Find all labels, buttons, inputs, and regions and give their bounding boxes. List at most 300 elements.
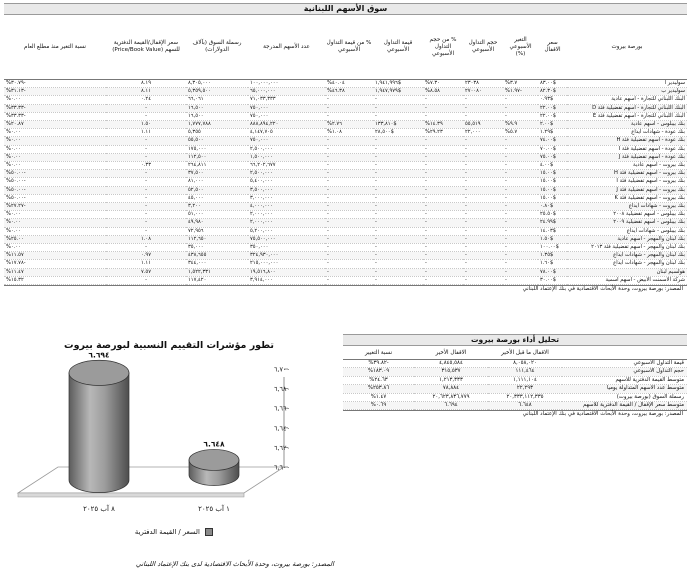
chart-canvas	[4, 335, 330, 535]
market-cell: ٨.١٩	[106, 80, 186, 88]
market-cell: -	[106, 145, 186, 153]
market-cell: -٢٧.٢٧%	[4, 203, 106, 211]
market-cell: -	[503, 211, 538, 219]
security-name: سوليدير أ	[567, 80, 687, 88]
security-name: بنك بيروت - شهادات ايداع	[567, 203, 687, 211]
chart-bar-top	[189, 449, 239, 470]
market-cell: -	[423, 112, 463, 120]
chart-bar	[69, 360, 129, 492]
market-cell: ١٦,٥٠٠	[186, 104, 248, 112]
metric-name: متوسط القيمة الدفترية للأسهم	[562, 376, 687, 384]
market-cell: $١٠٠.٠٠	[538, 244, 567, 252]
market-cell: -	[106, 137, 186, 145]
market-cell: ٢٣٠٣٨	[463, 80, 503, 88]
market-cell: ١١٧,٤٢٠	[186, 276, 248, 284]
market-table-row	[4, 112, 687, 120]
market-cell: ٢٦٤,٨١١	[186, 162, 248, 170]
analysis-cell: ٢٢,٢٩٣	[488, 385, 562, 393]
market-header-cell: % من حجم التداول الأسبوعي	[423, 15, 463, 80]
chart-bar-value-label: ٦.٦٩٤	[88, 350, 110, 360]
analysis-table-row	[343, 360, 687, 368]
market-cell: -	[503, 145, 538, 153]
market-cell: -	[325, 104, 373, 112]
market-cell: ٥١,٠٠٠	[186, 211, 248, 219]
market-header-cell: التغير الأسبوعي (%)	[503, 15, 538, 80]
market-cell: ٩.٩%	[503, 121, 538, 129]
analysis-table-row	[343, 385, 687, 393]
analysis-table-row	[343, 393, 687, 401]
analysis-section	[343, 334, 687, 418]
market-cell: -١.٩٧%	[503, 88, 538, 96]
market-cell: $٢٢.٠٠	[538, 104, 567, 112]
market-cell: -	[503, 244, 538, 252]
market-cell: ١,٥٠٠,٠٠٠	[248, 153, 325, 161]
market-cell: -	[373, 112, 423, 120]
market-table-row	[4, 153, 687, 161]
security-name: البنك اللبناني للتجارة - أسهم عادية	[567, 96, 687, 104]
chart-bar-value-label: ٦.٦٤٨	[203, 439, 225, 449]
market-cell: ٧١,٠٣٣,٣٣٣	[248, 96, 325, 104]
market-cell: -	[325, 96, 373, 104]
analysis-cell: ٦.٦٩٤	[414, 402, 488, 410]
market-cell: ١.١١	[106, 260, 186, 268]
analysis-cell: ٢٠,٦٢٣,٨٣٦,٧٧٩	[414, 393, 488, 401]
analysis-table	[343, 346, 687, 410]
market-cell: -	[325, 162, 373, 170]
market-cell: -	[463, 186, 503, 194]
market-table	[4, 15, 687, 285]
market-cell: ٣٥٠,٠٠٠	[248, 244, 325, 252]
market-cell: ٤,٠٠٠,٠٠٠	[248, 203, 325, 211]
security-name: بنك عودة - أسهم تفضيلية فئة H	[567, 137, 687, 145]
market-table-row	[4, 194, 687, 202]
market-header-cell: بورصة بيروت	[567, 15, 687, 80]
market-cell: ١٧٥,٠٠٠	[186, 145, 248, 153]
analysis-source-note: المصدر: بورصة بيروت، وحدة الأبحاث الاقتصادية في بنك الإعتماد اللبناني	[343, 410, 687, 418]
security-name: بنك بيروت - أسهم عادية	[567, 162, 687, 170]
chart-category-label: ١ آب ٢٠٢٥	[198, 505, 230, 513]
market-cell: -	[373, 252, 423, 260]
market-cell: $١٥.٠٠	[538, 186, 567, 194]
market-section	[4, 3, 687, 293]
market-table-row	[4, 203, 687, 211]
chart-bar-top	[69, 360, 129, 385]
metric-name: متوسط عدد الأسهم المتداولة يومياً	[562, 385, 687, 393]
analysis-header-cell: الاقفال الأخير	[414, 346, 488, 360]
market-cell: -	[423, 145, 463, 153]
market-cell: -١٧.٧٨%	[4, 260, 106, 268]
market-cell: ٠.٠٠%	[4, 244, 106, 252]
market-cell: -	[463, 137, 503, 145]
market-cell: -	[503, 235, 538, 243]
market-cell: ٣,٠٠٠,٠٠٠	[248, 194, 325, 202]
market-cell: ٢٩.٢٣%	[423, 129, 463, 137]
market-cell: ١١.٥٧%	[4, 252, 106, 260]
security-name: بنك لبنان والمهجر - شهادات ايداع	[567, 260, 687, 268]
market-cell: ١٦,٥٠٠	[186, 112, 248, 120]
market-cell: ٣٤٤,٠٠٠	[186, 260, 248, 268]
market-table-row	[4, 186, 687, 194]
market-cell: -	[106, 170, 186, 178]
security-name: بنك بيبلوس - شهادات ايداع	[567, 227, 687, 235]
market-cell: ٦٦,٢٠٢,٦٧٧	[248, 162, 325, 170]
market-table-row	[4, 88, 687, 96]
market-cell: -	[373, 227, 423, 235]
market-cell: ٠.٣٣	[106, 162, 186, 170]
market-cell: $٧٥.٠٠	[538, 153, 567, 161]
market-cell: -	[373, 137, 423, 145]
market-cell: -	[503, 170, 538, 178]
market-cell: -	[423, 162, 463, 170]
market-cell: ٠.٠٠%	[4, 219, 106, 227]
market-cell: -	[325, 235, 373, 243]
market-cell: ٠.٠٠%	[4, 162, 106, 170]
market-cell: -	[373, 162, 423, 170]
market-cell: -	[106, 178, 186, 186]
market-cell: -	[463, 104, 503, 112]
market-cell: -	[325, 112, 373, 120]
market-cell: ٣,٥٠٠,٠٠٠	[248, 186, 325, 194]
market-table-row	[4, 121, 687, 129]
analysis-table-row	[343, 376, 687, 384]
market-cell: $١٤.٠٣	[538, 227, 567, 235]
market-cell: $١٥.٠٠	[538, 178, 567, 186]
market-cell: -	[503, 112, 538, 120]
market-cell: ٥,٤٠٠,٠٠٠	[248, 178, 325, 186]
market-cell: -	[423, 186, 463, 194]
market-cell: $٠.٨٠	[538, 203, 567, 211]
metric-name: رسملة السوق (بورصة بيروت)	[562, 393, 687, 401]
market-cell: ١١٢,٦٥٠	[186, 235, 248, 243]
market-cell: -	[325, 260, 373, 268]
market-cell: ٨,٣٠٥,٠٠٠	[186, 80, 248, 88]
market-cell: -	[373, 276, 423, 284]
chart-legend	[104, 528, 244, 536]
chart-title: تطور مؤشرات التقييم النسبية لبورصة بيروت	[64, 340, 274, 351]
market-table-row	[4, 268, 687, 276]
market-cell: ٢٥.٠٠%	[4, 235, 106, 243]
analysis-cell: ١٨٣.٠٩%	[343, 368, 414, 376]
analysis-table-row	[343, 368, 687, 376]
market-cell: -	[373, 96, 423, 104]
analysis-header-cell: نسبة التغيير	[343, 346, 414, 360]
market-cell: -	[463, 244, 503, 252]
market-cell: -	[106, 219, 186, 227]
market-cell: -	[463, 227, 503, 235]
market-cell: -	[503, 186, 538, 194]
market-cell: -	[503, 260, 538, 268]
market-cell: -	[423, 219, 463, 227]
security-name: بنك عودة - أسهم تفضيلية فئة I	[567, 145, 687, 153]
market-cell: $٤.٠٠	[538, 162, 567, 170]
market-cell: ٥.٧%	[503, 129, 538, 137]
market-cell: $١.٥٠	[538, 235, 567, 243]
market-header-cell: حجم التداول الأسبوعي	[463, 15, 503, 80]
market-cell: $١,٩٤٧,٩٧٩	[373, 88, 423, 96]
market-cell: -	[373, 268, 423, 276]
market-cell: $١,٩٤١,٩٩٦	[373, 80, 423, 88]
market-cell: ٨٨٨,٨٩٤,٢٢٠	[248, 121, 325, 129]
market-cell: $١٣٣,٨١٠	[373, 121, 423, 129]
chart-category-label: ٨ آب ٢٠٢٥	[83, 505, 115, 513]
market-cell: $٠.٩٣	[538, 96, 567, 104]
market-cell: -	[423, 252, 463, 260]
chart-source-note: المصدر: بورصة بيروت، وحدة الأبحاث الاقتصادية لدى بنك الإعتماد اللبناني	[135, 560, 334, 568]
analysis-table-row	[343, 402, 687, 410]
market-cell: ٤٠.٠٤%	[325, 80, 373, 88]
market-table-row	[4, 104, 687, 112]
market-table-row	[4, 96, 687, 104]
market-cell: ٦٦,٠٦١	[186, 96, 248, 104]
market-table-row	[4, 235, 687, 243]
market-cell: ٥,٢٠٠,٠٠٠	[248, 227, 325, 235]
market-cell: -	[463, 194, 503, 202]
legend-swatch	[205, 528, 213, 536]
market-cell: -	[325, 203, 373, 211]
market-cell: -	[325, 211, 373, 219]
chart-bar-body	[69, 373, 129, 493]
market-header-cell: عدد الأسهم المدرجة	[248, 15, 325, 80]
market-cell: ٧.٣٠%	[423, 80, 463, 88]
market-cell: -	[325, 178, 373, 186]
market-cell: -	[503, 252, 538, 260]
market-cell: -	[325, 170, 373, 178]
security-name: بنك لبنان والمهجر - أسهم تفضيلية فئة ٢٠١٣	[567, 244, 687, 252]
security-name: بنك بيروت - أسهم تفضيلية فئة K	[567, 194, 687, 202]
market-cell: -	[463, 112, 503, 120]
market-cell: ١.٥٠	[106, 121, 186, 129]
market-header-cell: سعر الإقفال/القيمة الدفترية للسهم (Price/Book Value)	[106, 15, 186, 80]
market-cell: -	[106, 211, 186, 219]
market-table-row	[4, 162, 687, 170]
market-table-row	[4, 211, 687, 219]
security-name: البنك اللبناني للتجارة - أسهم تفضيلية فئة E	[567, 112, 687, 120]
market-cell: -	[463, 235, 503, 243]
market-cell: -	[423, 96, 463, 104]
market-cell: ٥,٣٥٩,٥٠٠	[186, 88, 248, 96]
y-tick-label: ٦,٦٢٠	[273, 443, 290, 452]
analysis-cell: ١١١,٤٦٤	[488, 368, 562, 376]
market-cell: -	[325, 153, 373, 161]
market-cell: ٢,٠٠٠,٠٠٠	[248, 219, 325, 227]
market-cell: ٠.٠٠%	[4, 96, 106, 104]
market-cell: ١.١١	[106, 129, 186, 137]
market-cell: -	[325, 137, 373, 145]
market-cell: -٣٣.٣٣%	[4, 112, 106, 120]
market-table-row	[4, 137, 687, 145]
market-cell: $١.٣٥	[538, 252, 567, 260]
metric-name: متوسط سعر الإقفال / القيمة الدفترية للأسهم	[562, 402, 687, 410]
metric-name: حجم التداول الأسبوعي	[562, 368, 687, 376]
security-name: هولسيم لبنان	[567, 268, 687, 276]
market-cell: -	[373, 170, 423, 178]
market-cell: -	[503, 162, 538, 170]
market-cell: -	[503, 194, 538, 202]
y-tick-label: ٦,٦٦٠	[273, 404, 290, 413]
market-cell: -	[503, 96, 538, 104]
market-cell: -	[423, 137, 463, 145]
analysis-cell: -٣٩.٨٢%	[343, 360, 414, 368]
market-cell: ٠.٠٠%	[4, 227, 106, 235]
market-cell: -	[463, 170, 503, 178]
market-cell: ١١٢,٥٠٠	[186, 153, 248, 161]
security-name: بنك لبنان والمهجر - شهادات ايداع	[567, 252, 687, 260]
chart-floor-edge	[18, 493, 244, 497]
market-cell: -	[463, 96, 503, 104]
analysis-cell: ١,٢١٣,٣٣٣	[414, 376, 488, 384]
market-cell: -	[463, 162, 503, 170]
market-cell: $٣٠.٠٠	[538, 276, 567, 284]
chart-bar	[189, 449, 239, 485]
market-cell: ٦٥,٠٠٠,٠٠٠	[248, 88, 325, 96]
market-cell: -	[463, 260, 503, 268]
security-name: بنك لبنان والمهجر - أسهم عادية	[567, 235, 687, 243]
security-name: بنك بيبلوس - أسهم تفضيلية ٢٠٠٩	[567, 219, 687, 227]
market-cell: -	[463, 219, 503, 227]
market-cell: -	[106, 186, 186, 194]
analysis-table-header	[343, 346, 687, 360]
market-source-note: المصدر: بورصة بيروت، وحدة الأبحاث الاقتصادية في بنك الإعتماد اللبناني	[4, 285, 687, 293]
market-cell: ٢١٥,٠٠٠,٠٠٠	[248, 260, 325, 268]
market-cell: -	[503, 276, 538, 284]
market-cell: -٣١.١٣%	[4, 88, 106, 96]
market-cell: ٧٥٠,٠٠٠	[248, 112, 325, 120]
market-cell: ٤٦.٣٨%	[325, 88, 373, 96]
market-cell: ٠.٠٠%	[4, 129, 106, 137]
security-name: بنك بيبلوس - أسهم تفضيلية ٢٠٠٨	[567, 211, 687, 219]
market-cell: -	[463, 276, 503, 284]
market-cell: -	[423, 194, 463, 202]
market-cell: ٨١,٠٠٠	[186, 178, 248, 186]
market-table-row	[4, 276, 687, 284]
y-tick-label: ٦,٧٠٠	[273, 365, 290, 374]
market-cell: -	[463, 211, 503, 219]
market-cell: ٢٧٠٠٨٠	[463, 88, 503, 96]
market-cell: ٨.٥٨%	[423, 88, 463, 96]
market-cell: -	[373, 244, 423, 252]
market-cell: ٠.٠٠%	[4, 153, 106, 161]
market-cell: $١.٦٠	[538, 260, 567, 268]
market-cell: ٨.١١	[106, 88, 186, 96]
market-header-cell: سعر الاقفال	[538, 15, 567, 80]
market-cell: ٢٢,٠٠٠	[463, 129, 503, 137]
market-cell: -	[463, 268, 503, 276]
chart-floor	[18, 467, 284, 493]
y-tick-label: ٦,٦٨٠	[273, 385, 290, 394]
market-cell: -	[423, 211, 463, 219]
market-cell: -	[325, 244, 373, 252]
market-cell: $٧٨.٠٠	[538, 268, 567, 276]
market-table-row	[4, 227, 687, 235]
analysis-cell: ٣١٥,٥٣٧	[414, 368, 488, 376]
market-cell: $٢٢.٠٠	[538, 112, 567, 120]
market-cell: ١,٧٧٧,٧٨٨	[186, 121, 248, 129]
market-cell: ٢,٥٠٠,٠٠٠	[248, 145, 325, 153]
market-cell: $٢٥.٥٠	[538, 211, 567, 219]
market-cell: -٣٠.٧٩%	[4, 80, 106, 88]
market-table-row	[4, 170, 687, 178]
market-cell: -	[373, 203, 423, 211]
valuation-chart	[4, 335, 334, 580]
market-cell: -٥٠.٠٠%	[4, 186, 106, 194]
market-header-cell: رسملة السوق (بآلاف الدولارات)	[186, 15, 248, 80]
market-cell: -	[503, 219, 538, 227]
market-cell: -	[423, 276, 463, 284]
analysis-header-cell: الاقفال ما قبل الأخير	[488, 346, 562, 360]
market-cell: -	[373, 145, 423, 153]
market-table-row	[4, 178, 687, 186]
market-cell: -	[325, 194, 373, 202]
market-cell: -	[423, 227, 463, 235]
market-cell: -	[106, 276, 186, 284]
analysis-cell: ٢٤.٦٣%	[343, 376, 414, 384]
market-cell: ٢,٠٠٠,٠٠٠	[248, 211, 325, 219]
market-cell: -	[423, 170, 463, 178]
market-cell: ٣,٢٠٠	[186, 203, 248, 211]
analysis-cell: ٨,٠٥٨,٠٢٠	[488, 360, 562, 368]
market-cell: ٤,١٤٧,٧٠٥	[248, 129, 325, 137]
market-cell: ٧٢,٩٥٦	[186, 227, 248, 235]
market-cell: -٣٣.٣٣%	[4, 104, 106, 112]
market-cell: -	[325, 145, 373, 153]
market-cell: -	[373, 194, 423, 202]
analysis-header-cell	[562, 346, 687, 360]
market-cell: $٧٤.٠٠	[538, 137, 567, 145]
market-cell: -	[423, 268, 463, 276]
security-name: بنك عودة - شهادات ايداع	[567, 129, 687, 137]
market-cell: -	[373, 186, 423, 194]
market-cell: -	[463, 178, 503, 186]
y-tick-label: ٦,٦٤٠	[273, 424, 290, 433]
market-cell: -	[373, 235, 423, 243]
legend-label: السعر / القيمة الدفترية	[134, 528, 200, 536]
market-cell: ٣٧,٥٠٠	[186, 170, 248, 178]
market-cell: ٣٢٤,٩٣٠,٠٠٠	[248, 252, 325, 260]
security-name: بنك بيبلوس - أسهم عادية	[567, 121, 687, 129]
market-cell: -	[423, 104, 463, 112]
market-table-row	[4, 252, 687, 260]
security-name: بنك بيروت - أسهم تفضيلية فئة H	[567, 170, 687, 178]
market-cell: ٠.٠٠%	[4, 145, 106, 153]
market-cell: -	[463, 203, 503, 211]
market-cell: ٧.٥٧	[106, 268, 186, 276]
market-cell: ٤٩,٩٨٠	[186, 219, 248, 227]
market-cell: ١١.٤٧%	[4, 268, 106, 276]
market-cell: ٠.٢٤	[106, 96, 186, 104]
security-name: شركة الاسمنت الابيض - أسهم اسمية	[567, 276, 687, 284]
market-cell: $٨٣.٠٠	[538, 80, 567, 88]
market-cell: -	[463, 153, 503, 161]
market-cell: $١.٢٩	[538, 129, 567, 137]
market-table-row	[4, 244, 687, 252]
market-cell: -	[423, 260, 463, 268]
market-cell: -	[106, 104, 186, 112]
market-cell: -	[503, 227, 538, 235]
market-cell: -	[325, 219, 373, 227]
market-cell: -	[373, 211, 423, 219]
market-cell: ٤٣٨,٦٥٥	[186, 252, 248, 260]
market-cell: -٥٠.٠٠%	[4, 178, 106, 186]
market-table-row	[4, 80, 687, 88]
analysis-cell: ٦.٦٤٨	[488, 402, 562, 410]
market-cell: -	[463, 252, 503, 260]
security-name: البنك اللبناني للتجارة - أسهم تفضيلية فئة D	[567, 104, 687, 112]
market-cell: -٥٠.٠٠%	[4, 194, 106, 202]
market-cell: -	[373, 219, 423, 227]
market-cell: ٠.٩٧	[106, 252, 186, 260]
market-cell: ٧٥٠,٠٠٠	[248, 104, 325, 112]
market-header-cell: % من قيمة التداول الأسبوعي	[325, 15, 373, 80]
